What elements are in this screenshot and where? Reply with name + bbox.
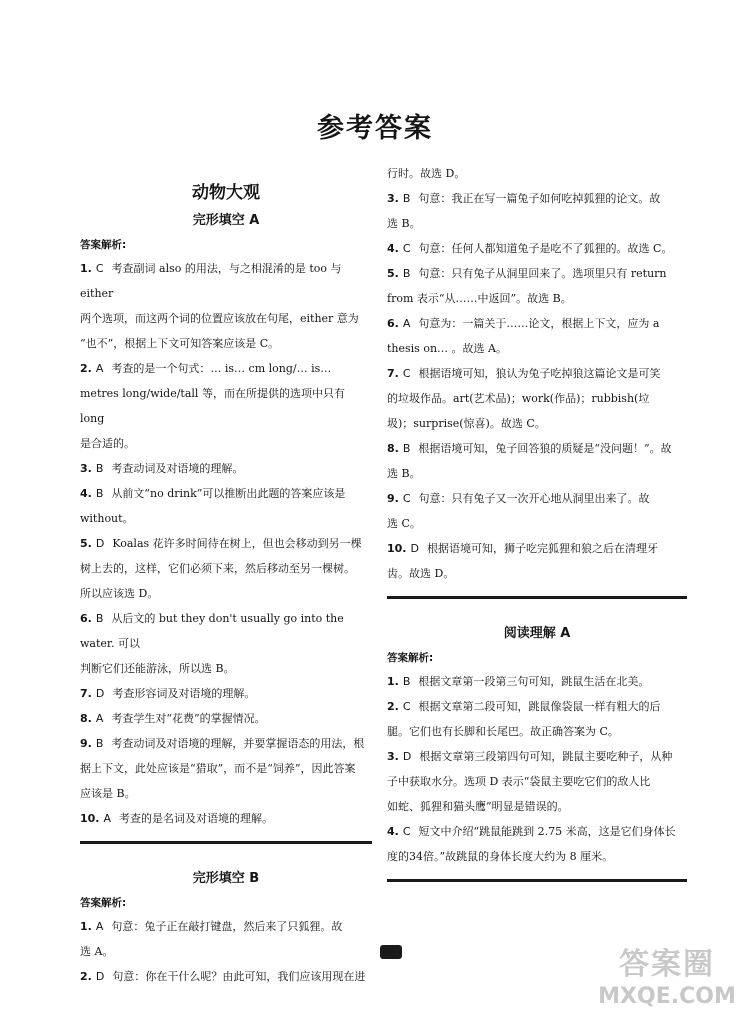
- answer-item: [80, 964, 372, 989]
- item-explanation: 根据文章第三段第四句可知，跳鼠主要吃种子，从种: [419, 750, 673, 763]
- answer-item: [80, 456, 372, 481]
- answer-item: [80, 706, 372, 731]
- item-explanation: 考查动词及对语境的理解，并要掌握语态的用法，根: [111, 737, 365, 750]
- item-answer: C: [402, 492, 411, 505]
- item-continuation: 选 B。: [387, 217, 421, 230]
- answer-item: [80, 731, 372, 756]
- item-explanation: 短文中介绍“跳鼠能跳到 2.75 米高，这是它们身体长: [418, 825, 676, 838]
- answer-item: [80, 606, 372, 656]
- item-answer: C: [402, 242, 411, 255]
- item-explanation: 考查动词及对语境的理解。: [111, 462, 244, 475]
- item-number: 9.: [80, 737, 92, 750]
- answer-item: [80, 481, 372, 506]
- answer-item: [387, 819, 687, 844]
- part-b-items: [80, 914, 372, 989]
- answer-item: [80, 531, 372, 556]
- watermark-url: MXQE.COM: [598, 984, 736, 1009]
- item-explanation: 考查的是一个句式：… is… cm long/… is…: [111, 362, 332, 375]
- divider-rule: [387, 879, 687, 882]
- item-number: 7.: [387, 367, 399, 380]
- item-answer: B: [402, 192, 411, 205]
- item-number: 8.: [80, 712, 92, 725]
- item-answer: C: [402, 825, 411, 838]
- answer-item: [387, 669, 687, 694]
- item-explanation: 根据语境可知，兔子回答狼的质疑是“没问题！”。故: [418, 442, 672, 455]
- carry-over-line: 行时。故选 D。: [387, 167, 466, 180]
- item-answer: D: [95, 687, 105, 700]
- item-number: 2.: [80, 362, 92, 375]
- item-answer: C: [95, 262, 104, 275]
- item-answer: D: [95, 970, 105, 983]
- item-answer: D: [402, 750, 412, 763]
- item-answer: C: [402, 700, 411, 713]
- answer-item: [80, 914, 372, 939]
- item-explanation: Koalas 花许多时间待在树上，但也会移动到另一棵: [112, 537, 362, 550]
- item-number: 4.: [387, 242, 399, 255]
- item-number: 6.: [80, 612, 92, 625]
- answer-analysis-label: 答案解析:: [80, 897, 127, 909]
- watermark: [592, 946, 742, 1016]
- item-continuation: 度的34倍。”故跳鼠的身体长度大约为 8 厘米。: [387, 850, 614, 863]
- item-explanation: 句意：只有兔子从洞里回来了。选项里只有 return: [418, 267, 667, 280]
- item-answer: A: [95, 362, 104, 375]
- answer-item: [387, 536, 687, 561]
- item-number: 1.: [80, 920, 92, 933]
- item-continuation: 选 A。: [80, 945, 114, 958]
- answer-analysis-label: 答案解析:: [80, 239, 127, 251]
- item-number: 3.: [387, 750, 399, 763]
- item-explanation: 考查形容词及对语境的理解。: [112, 687, 256, 700]
- item-number: 10.: [80, 812, 100, 825]
- part-a-items: [80, 256, 372, 831]
- page-title: 参考答案: [317, 113, 433, 144]
- item-continuation: thesis on… 。故选 A。: [387, 342, 507, 355]
- item-continuation: 树上去的，这样，它们必须下来，然后移动至另一棵树。: [80, 562, 355, 575]
- item-explanation: 句意为：一篇关于……论文，根据上下文，应为 a: [418, 317, 660, 330]
- item-continuation: 是合适的。: [80, 437, 135, 450]
- item-continuation: 两个选项，而这两个词的位置应该放在句尾，either 意为: [80, 312, 359, 325]
- item-explanation: 根据文章第一段第三句可知，跳鼠生活在北美。: [418, 675, 650, 688]
- item-number: 2.: [387, 700, 399, 713]
- answer-item: [80, 356, 372, 381]
- item-number: 7.: [80, 687, 92, 700]
- answer-item: [387, 186, 687, 211]
- right-column: [387, 161, 687, 882]
- item-answer: A: [95, 920, 104, 933]
- item-explanation: 句意：任何人都知道兔子是吃不了狐狸的。故选 C。: [418, 242, 673, 255]
- part-a-subtitle: 完形填空 A: [192, 213, 260, 228]
- item-number: 4.: [387, 825, 399, 838]
- item-answer: B: [95, 737, 104, 750]
- item-continuation: metres long/wide/tall 等，而在所提供的选项中只有 long: [80, 387, 345, 425]
- answer-item: [387, 236, 687, 261]
- item-explanation: 考查学生对“花费”的掌握情况。: [111, 712, 266, 725]
- item-answer: A: [103, 812, 112, 825]
- item-answer: B: [402, 267, 411, 280]
- item-continuation: 圾)；surprise(惊喜)。故选 C。: [387, 417, 546, 430]
- item-number: 3.: [387, 192, 399, 205]
- item-continuation: 判断它们还能游泳，所以选 B。: [80, 662, 235, 675]
- item-answer: A: [402, 317, 411, 330]
- item-explanation: 根据语境可知，狼认为兔子吃掉狼这篇论文是可笑: [418, 367, 661, 380]
- item-answer: B: [402, 442, 411, 455]
- answer-item: [387, 361, 687, 386]
- watermark-logo: 答案圈: [619, 947, 715, 982]
- item-explanation: 根据语境可知，狮子吃完狐狸和狼之后在清理牙: [426, 542, 658, 555]
- page-number-mark: [380, 945, 402, 959]
- item-continuation: 子中获取水分。选项 D 表示“袋鼠主要吃它们的敌人比: [387, 775, 651, 788]
- item-explanation: 句意：我正在写一篇兔子如何吃掉狐狸的论文。故: [418, 192, 661, 205]
- item-number: 6.: [387, 317, 399, 330]
- item-answer: B: [95, 462, 104, 475]
- item-number: 9.: [387, 492, 399, 505]
- item-answer: B: [95, 487, 104, 500]
- reading-subtitle: 阅读理解 A: [503, 626, 571, 641]
- item-continuation: 据上下文，此处应该是“猎取”，而不是“饲养”，因此答案: [80, 762, 356, 775]
- answer-item: [387, 486, 687, 511]
- item-continuation: 的垃圾作品。art(艺术品)；work(作品)；rubbish(垃: [387, 392, 650, 405]
- item-continuation: without。: [80, 512, 134, 525]
- item-explanation: 根据文章第二段可知，跳鼠像袋鼠一样有粗大的后: [418, 700, 661, 713]
- item-explanation: 从前文“no drink”可以推断出此题的答案应该是: [111, 487, 346, 500]
- item-continuation: 选 B。: [387, 467, 421, 480]
- item-number: 1.: [80, 262, 92, 275]
- item-continuation: 应该是 B。: [80, 787, 136, 800]
- answer-item: [80, 256, 372, 306]
- item-answer: D: [95, 537, 105, 550]
- left-column: [80, 172, 372, 989]
- item-number: 1.: [387, 675, 399, 688]
- item-number: 10.: [387, 542, 407, 555]
- item-explanation: 考查副词 also 的用法，与之相混淆的是 too 与 either: [80, 262, 342, 300]
- item-number: 4.: [80, 487, 92, 500]
- answer-analysis-label: 答案解析:: [387, 652, 434, 664]
- item-continuation: 齿。故选 D。: [387, 567, 455, 580]
- answer-item: [80, 806, 372, 831]
- answer-item: [387, 694, 687, 719]
- answer-item: [387, 744, 687, 769]
- answer-item: [387, 436, 687, 461]
- item-explanation: 考查的是名词及对语境的理解。: [119, 812, 274, 825]
- reading-items: [387, 669, 687, 869]
- item-answer: A: [95, 712, 104, 725]
- item-answer: D: [410, 542, 419, 555]
- item-continuation: from 表示“从……中返回”。故选 B。: [387, 292, 572, 305]
- item-number: 3.: [80, 462, 92, 475]
- item-explanation: 从后文的 but they don't usually go into the water. 可以: [80, 612, 344, 650]
- item-number: 5.: [80, 537, 92, 550]
- answer-item: [80, 681, 372, 706]
- item-answer: B: [402, 675, 411, 688]
- part-b-subtitle: 完形填空 B: [192, 871, 260, 886]
- item-continuation: 选 C。: [387, 517, 421, 530]
- item-answer: C: [402, 367, 411, 380]
- item-continuation: “也不”，根据上下文可知答案应该是 C。: [80, 337, 280, 350]
- item-explanation: 句意：兔子正在敲打键盘，然后来了只狐狸。故: [111, 920, 343, 933]
- item-continuation: 腿。它们也有长脚和长尾巴。故正确答案为 C。: [387, 725, 619, 738]
- item-number: 5.: [387, 267, 399, 280]
- part-b-continued-items: [387, 186, 687, 586]
- item-explanation: 句意：你在干什么呢？由此可知，我们应该用现在进: [112, 970, 366, 983]
- item-continuation: 所以应该选 D。: [80, 587, 159, 600]
- item-number: 2.: [80, 970, 92, 983]
- section-title: 动物大观: [192, 183, 260, 203]
- answer-item: [387, 311, 687, 336]
- item-number: 8.: [387, 442, 399, 455]
- answer-item: [387, 261, 687, 286]
- item-explanation: 句意：只有兔子又一次开心地从洞里出来了。故: [418, 492, 650, 505]
- item-answer: B: [95, 612, 104, 625]
- item-continuation: 如蛇、狐狸和猫头鹰”明显是错误的。: [387, 800, 569, 813]
